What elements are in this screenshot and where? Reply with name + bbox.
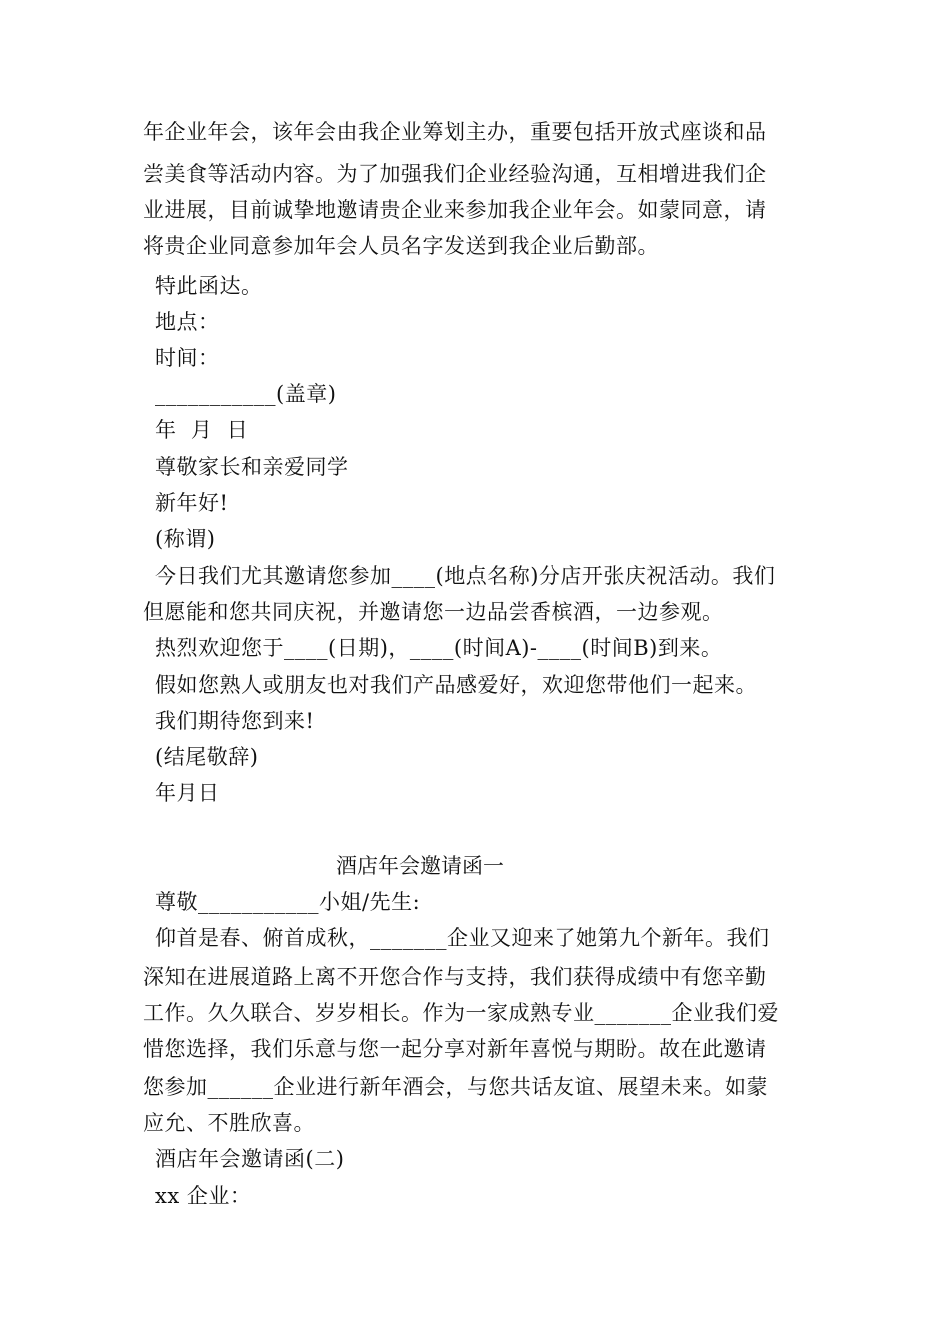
location-label: 地点：: [155, 310, 220, 334]
text-line: 惜您选择，我们乐意与您一起分享对新年喜悦与期盼。故在此邀请: [143, 1037, 767, 1061]
seal-line: ___________(盖章): [155, 382, 337, 406]
text-line: 我们期待您到来!: [155, 709, 315, 733]
section-title: 酒店年会邀请函一: [336, 854, 504, 878]
time-label: 时间：: [155, 346, 220, 370]
text-line: 尝美食等活动内容。为了加强我们企业经验沟通，互相增进我们企: [143, 162, 767, 186]
note-line: (结尾敬辞): [155, 745, 259, 769]
note-line: (称谓): [155, 527, 216, 551]
subsection-title: 酒店年会邀请函(二): [155, 1147, 345, 1171]
text-line: 假如您熟人或朋友也对我们产品感爱好，欢迎您带他们一起来。: [155, 673, 757, 697]
text-line: 您参加______企业进行新年酒会，与您共话友谊、展望未来。如蒙: [143, 1075, 768, 1099]
text-line: 今日我们尤其邀请您参加____(地点名称)分店开张庆祝活动。我们: [155, 564, 776, 588]
text-line: 热烈欢迎您于____(日期)，____(时间A)-____(时间B)到来。: [155, 636, 723, 660]
text-line: 工作。久久联合、岁岁相长。作为一家成熟专业_______企业我们爱: [143, 1001, 779, 1025]
greeting-line: 尊敬家长和亲爱同学: [155, 455, 349, 479]
date-line: 年月日: [155, 781, 220, 805]
text-line: 但愿能和您共同庆祝，并邀请您一边品尝香槟酒，一边参观。: [143, 600, 724, 624]
text-line: 应允、不胜欣喜。: [143, 1111, 315, 1135]
text-line: 深知在进展道路上离不开您合作与支持，我们获得成绩中有您辛勤: [143, 965, 767, 989]
addressee-line: xx 企业：: [155, 1184, 252, 1208]
text-line: 仰首是春、俯首成秋，_______企业又迎来了她第九个新年。我们: [155, 926, 770, 950]
date-line: 年 月 日: [155, 418, 249, 442]
salutation-line: 尊敬___________小姐/先生:: [155, 890, 421, 914]
text-line: 年企业年会，该年会由我企业筹划主办，重要包括开放式座谈和品: [143, 120, 767, 144]
text-line: 业进展，目前诚挚地邀请贵企业来参加我企业年会。如蒙同意，请: [143, 198, 767, 222]
closing-line: 特此函达。: [155, 274, 263, 298]
greeting-line: 新年好!: [155, 491, 229, 515]
text-line: 将贵企业同意参加年会人员名字发送到我企业后勤部。: [143, 234, 659, 258]
